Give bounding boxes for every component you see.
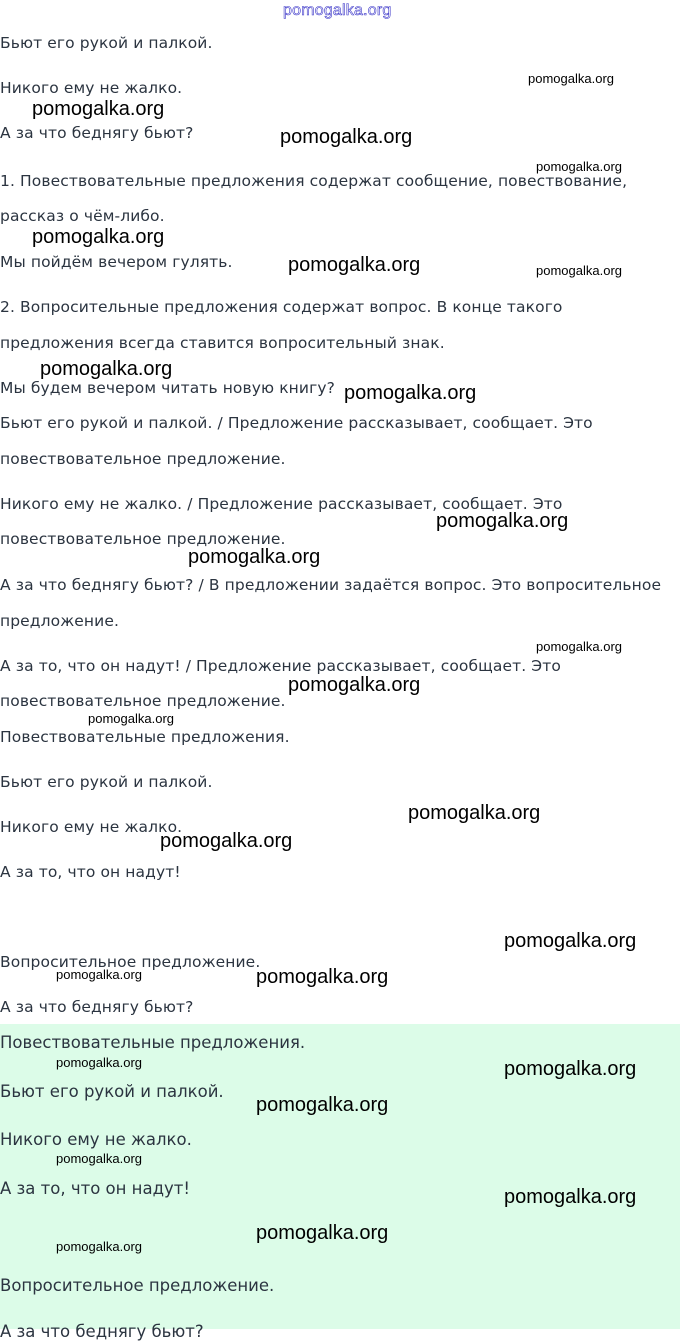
watermark: pomogalka.org	[32, 226, 165, 248]
watermark: pomogalka.org	[344, 382, 477, 404]
text-line: Повествовательные предложения.	[0, 728, 290, 746]
watermark: pomogalka.org	[504, 1058, 637, 1080]
text-line: А за что беднягу бьют?	[0, 124, 194, 142]
watermark: pomogalka.org	[56, 1055, 142, 1070]
answer-line: Вопросительное предложение.	[0, 1276, 275, 1295]
text-line: Вопросительное предложение.	[0, 953, 261, 971]
text-line: Бьют его рукой и палкой.	[0, 773, 213, 791]
watermark: pomogalka.org	[536, 639, 622, 654]
text-line: Бьют его рукой и палкой. / Предложение рассказывает, сообщает. Это	[0, 414, 593, 432]
text-line: 1. Повествовательные предложения содержат сообщение, повествование,	[0, 172, 628, 190]
watermark: pomogalka.org	[504, 930, 637, 952]
text-line: Никого ему не жалко.	[0, 818, 183, 836]
text-line: Никого ему не жалко.	[0, 79, 183, 97]
top-watermark: pomogalka.org	[283, 2, 392, 19]
answer-line: А за то, что он надут!	[0, 1179, 190, 1198]
watermark: pomogalka.org	[256, 1094, 389, 1116]
watermark: pomogalka.org	[32, 98, 165, 120]
watermark: pomogalka.org	[188, 546, 321, 568]
text-line: повествовательное предложение.	[0, 450, 286, 468]
text-line: повествовательное предложение.	[0, 530, 286, 548]
watermark: pomogalka.org	[436, 510, 569, 532]
text-line: А за то, что он надут! / Предложение рассказывает, сообщает. Это	[0, 657, 561, 675]
text-line: предложение.	[0, 612, 119, 630]
watermark: pomogalka.org	[528, 71, 614, 86]
text-line: А за что беднягу бьют? / В предложении задаётся вопрос. Это вопросительное	[0, 576, 662, 594]
watermark: pomogalka.org	[280, 126, 413, 148]
watermark: pomogalka.org	[256, 1222, 389, 1244]
answer-line: Повествовательные предложения.	[0, 1033, 306, 1052]
watermark: pomogalka.org	[56, 1151, 142, 1166]
text-line: 2. Вопросительные предложения содержат вопрос. В конце такого	[0, 298, 563, 316]
watermark: pomogalka.org	[504, 1186, 637, 1208]
watermark: pomogalka.org	[56, 967, 142, 982]
watermark: pomogalka.org	[536, 263, 622, 278]
answer-line: Никого ему не жалко.	[0, 1130, 192, 1149]
watermark: pomogalka.org	[160, 830, 293, 852]
watermark: pomogalka.org	[88, 711, 174, 726]
text-line: предложения всегда ставится вопросительный знак.	[0, 334, 445, 352]
text-line: рассказ о чём-либо.	[0, 207, 165, 225]
text-line: А за то, что он надут!	[0, 863, 181, 881]
watermark: pomogalka.org	[256, 966, 389, 988]
watermark: pomogalka.org	[408, 802, 541, 824]
text-line: повествовательное предложение.	[0, 692, 286, 710]
text-line: Никого ему не жалко. / Предложение рассказывает, сообщает. Это	[0, 495, 563, 513]
text-line: Мы будем вечером читать новую книгу?	[0, 379, 335, 397]
watermark: pomogalka.org	[288, 674, 421, 696]
watermark: pomogalka.org	[536, 159, 622, 174]
watermark: pomogalka.org	[288, 254, 421, 276]
text-line: Мы пойдём вечером гулять.	[0, 253, 233, 271]
answer-line: Бьют его рукой и палкой.	[0, 1082, 224, 1101]
answer-line: А за что беднягу бьют?	[0, 1322, 204, 1341]
text-line: А за что беднягу бьют?	[0, 998, 194, 1016]
text-line: Бьют его рукой и палкой.	[0, 34, 213, 52]
watermark: pomogalka.org	[56, 1239, 142, 1254]
watermark: pomogalka.org	[40, 358, 173, 380]
